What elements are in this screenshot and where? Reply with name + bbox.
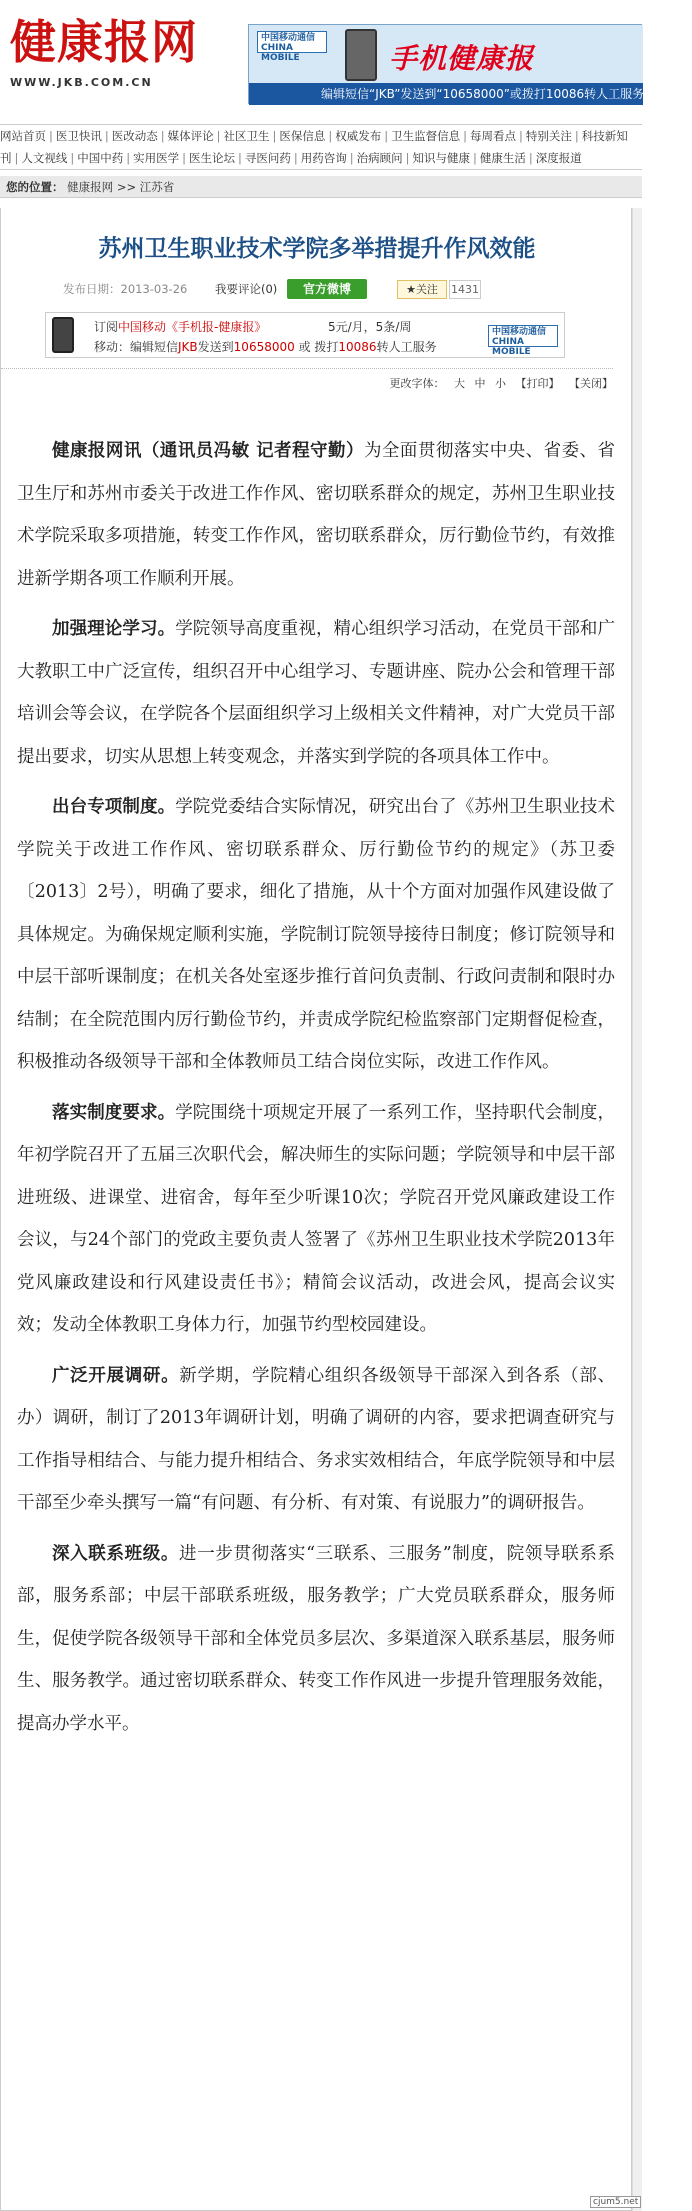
breadcrumb	[0, 176, 642, 198]
main-navigation	[0, 124, 642, 170]
article-paragraph	[17, 1355, 615, 1525]
phone-icon	[345, 29, 377, 81]
breadcrumb-home-link[interactable]: 健康报网	[67, 180, 114, 194]
nav-separator: |	[349, 151, 354, 165]
subscribe-box[interactable]	[45, 312, 565, 358]
nav-separator: |	[473, 151, 477, 165]
article-paragraph	[17, 430, 615, 600]
nav-item[interactable]: 网站首页	[0, 129, 46, 143]
subscribe-product: 中国移动《手机报-健康报》	[118, 320, 267, 334]
nav-separator: |	[160, 129, 165, 143]
breadcrumb-province-link[interactable]: 江苏省	[139, 180, 175, 194]
subscribe-text: 发送到	[197, 340, 234, 354]
nav-separator: |	[272, 129, 277, 143]
nav-item[interactable]: 媒体评论	[167, 129, 214, 143]
banner-subscribe-text: 编辑短信“JKB”发送到“10658000”或拨打10086转人工服务即可订阅	[249, 83, 643, 105]
nav-separator: |	[49, 129, 53, 143]
nav-separator: |	[384, 129, 389, 143]
banner-title: 手机健康报	[389, 42, 535, 75]
nav-separator: |	[182, 151, 186, 165]
vertical-scrollbar[interactable]	[632, 208, 642, 2211]
subscribe-line-2	[94, 338, 437, 355]
nav-separator: |	[293, 151, 298, 165]
paragraph-lead: 加强理论学习。	[52, 619, 176, 639]
subscribe-text: 移动：编辑短信	[94, 340, 179, 354]
china-mobile-logo: 中国移动通信 CHINA MOBILE	[488, 325, 558, 347]
font-large-button[interactable]: 大	[454, 377, 465, 390]
nav-item[interactable]: 卫生监督信息	[391, 129, 461, 143]
china-mobile-logo: 中国移动通信 CHINA MOBILE	[257, 31, 327, 53]
nav-separator: |	[519, 129, 523, 143]
nav-separator: |	[328, 129, 333, 143]
weibo-button[interactable]: 官方微博	[287, 279, 367, 299]
paragraph-text: 学院领导高度重视，精心组织学习活动，在党员干部和广大教职工中广泛宣传，组织召开中心组学习、专题讲座、院办公会和管理干部培训会等会议，在学院各个层面组织学习上级相关文件精神，对广大党员干部提出要求，切实从思想上转变观念，并落实到学院的各项具体工作中。	[17, 619, 616, 767]
nav-item[interactable]: 健康生活	[479, 151, 526, 165]
nav-item[interactable]: 每周看点	[470, 129, 516, 143]
nav-item[interactable]: 社区卫生	[223, 129, 270, 143]
paragraph-text: 进一步贯彻落实“三联系、三服务”制度，院领导联系系部，服务系部；中层干部联系班级，服务教学；广大党员联系群众，服务师生，促使学院各级领导干部和全体党员多层次、多渠道深入联系基层，服务师生、服务教学。通过密切联系群众、转变工作作风进一步提升管理服务效能，提高办学水平。	[17, 1543, 615, 1734]
nav-separator: |	[104, 129, 109, 143]
follow-button[interactable]	[397, 280, 447, 299]
article-title: 苏州卫生职业技术学院多举措提升作风效能	[98, 236, 536, 262]
article-paragraph	[17, 786, 615, 1084]
nav-item[interactable]: 用药咨询	[300, 151, 347, 165]
nav-item[interactable]: 特别关注	[525, 129, 572, 143]
paragraph-text: 新学期，学院精心组织各级领导干部深入到各系（部、办）调研，制订了2013年调研计划，明确了调研的内容，要求把调查研究与工作指导相结合、与能力提升相结合、务求实效相结合，年底学院领导和中层干部至少牵头撰写一篇“有问题、有分析、有对策、有说服力”的调研报告。	[17, 1365, 616, 1513]
nav-item[interactable]: 医生论坛	[189, 151, 235, 165]
nav-item[interactable]: 刊	[0, 151, 12, 165]
nav-item[interactable]: 医保信息	[279, 129, 326, 143]
nav-separator: |	[70, 151, 75, 165]
follow-count: 1431	[449, 280, 481, 299]
article-paragraph	[17, 608, 615, 778]
nav-separator: |	[463, 129, 467, 143]
nav-item[interactable]: 实用医学	[133, 151, 180, 165]
breadcrumb-label: 您的位置：	[6, 180, 64, 194]
article-paragraph	[17, 1092, 615, 1347]
article-body	[17, 430, 615, 1753]
paragraph-lead: 深入联系班级。	[52, 1543, 180, 1564]
paragraph-text: 学院围绕十项规定开展了一系列工作，坚持职代会制度，年初学院召开了五届三次职代会，解决师生的实际问题；学院领导和中层干部进班级、进课堂、进宿舍，每年至少听课10次；学院召开党风廉政建设工作会议，与24个部门的党政主要负责人签署了《苏州卫生职业技术学院2013年党风廉政建设和行风建设责任书》；精简会议活动，改进会风，提高会议实效；发动全体教职工身体力行，加强节约型校园建设。	[17, 1102, 616, 1335]
logo-title: 健康报网	[10, 15, 198, 69]
service-number: 10086	[338, 340, 377, 354]
paragraph-lead: 落实制度要求。	[52, 1102, 176, 1123]
nav-item[interactable]: 知识与健康	[412, 151, 470, 165]
nav-separator: |	[216, 129, 221, 143]
font-size-label: 更改字体：	[389, 377, 445, 390]
nav-item[interactable]: 科技新知	[581, 129, 628, 143]
nav-item[interactable]: 医卫快讯	[55, 129, 102, 143]
nav-item[interactable]: 寻医问药	[244, 151, 291, 165]
nav-item[interactable]: 医改动态	[111, 129, 158, 143]
nav-separator: |	[14, 151, 19, 165]
publish-date: 发布日期：2013-03-26	[63, 282, 188, 296]
subscribe-text: 转人工服务	[376, 340, 437, 354]
subscribe-number: 10658000	[233, 340, 295, 354]
subscribe-price: 5元/月，5条/周	[328, 320, 412, 334]
nav-row-2	[0, 147, 642, 169]
nav-separator: |	[238, 151, 242, 165]
breadcrumb-separator: >>	[116, 180, 137, 194]
article-paragraph	[17, 1533, 615, 1746]
nav-separator: |	[528, 151, 533, 165]
nav-item[interactable]: 深度报道	[535, 151, 582, 165]
nav-separator: |	[126, 151, 131, 165]
font-medium-button[interactable]: 中	[474, 377, 486, 390]
subscribe-text: 订阅	[94, 320, 119, 334]
font-size-toolbar	[1, 368, 613, 391]
comment-link[interactable]: 我要评论(0)	[215, 282, 278, 296]
nav-item[interactable]: 治病顾问	[356, 151, 403, 165]
watermark: cjum5.net	[590, 2196, 641, 2208]
phone-icon	[52, 317, 74, 353]
follow-label: 关注	[415, 283, 438, 296]
article-container	[0, 208, 632, 2211]
paragraph-text: 学院党委结合实际情况，研究出台了《苏州卫生职业技术学院关于改进工作作风、密切联系群众、厉行勤俭节约的规定》（苏卫委〔2013〕2号），明确了要求，细化了措施，从十个方面对加强作风建设做了具体规定。为确保规定顺利实施，学院制订院领导接待日制度；修订院领导和中层干部听课制度；在机关各处室逐步推行首问负责制、行政问责制和限时办结制；在全院范围内厉行勤俭节约，并责成学院纪检监察部门定期督促检查，积极推动各级领导干部和全体教师员工结合岗位实际，改进工作作风。	[17, 797, 616, 1072]
paragraph-lead: 出台专项制度。	[52, 797, 176, 817]
nav-separator: |	[405, 151, 410, 165]
mobile-newspaper-banner[interactable]	[248, 24, 692, 104]
nav-item[interactable]: 权威发布	[335, 129, 382, 143]
subscribe-code: JKB	[178, 340, 198, 354]
star-icon: ★	[406, 283, 416, 296]
subscribe-line-1	[94, 318, 266, 335]
close-button[interactable]: 【关闭】	[569, 377, 613, 390]
site-logo[interactable]	[10, 14, 250, 104]
print-button[interactable]: 【打印】	[515, 377, 560, 390]
paragraph-text: 为全面贯彻落实中央、省委、省卫生厅和苏州市委关于改进工作作风、密切联系群众的规定，苏州卫生职业技术学院采取多项措施，转变工作作风，密切联系群众，厉行勤俭节约，有效推进新学期各项工作顺利开展。	[17, 441, 616, 589]
nav-item[interactable]: 中国中药	[77, 151, 124, 165]
nav-row-1	[0, 125, 642, 147]
nav-separator: |	[574, 129, 579, 143]
nav-item[interactable]: 人文视线	[21, 151, 68, 165]
font-small-button[interactable]: 小	[495, 377, 506, 390]
paragraph-lead: 健康报网讯（通讯员冯敏 记者程守勤）	[52, 441, 364, 461]
subscribe-text: 或 拨打	[294, 340, 339, 354]
paragraph-lead: 广泛开展调研。	[52, 1365, 180, 1386]
article-meta	[63, 276, 583, 302]
logo-url: WWW.JKB.COM.CN	[10, 76, 153, 89]
